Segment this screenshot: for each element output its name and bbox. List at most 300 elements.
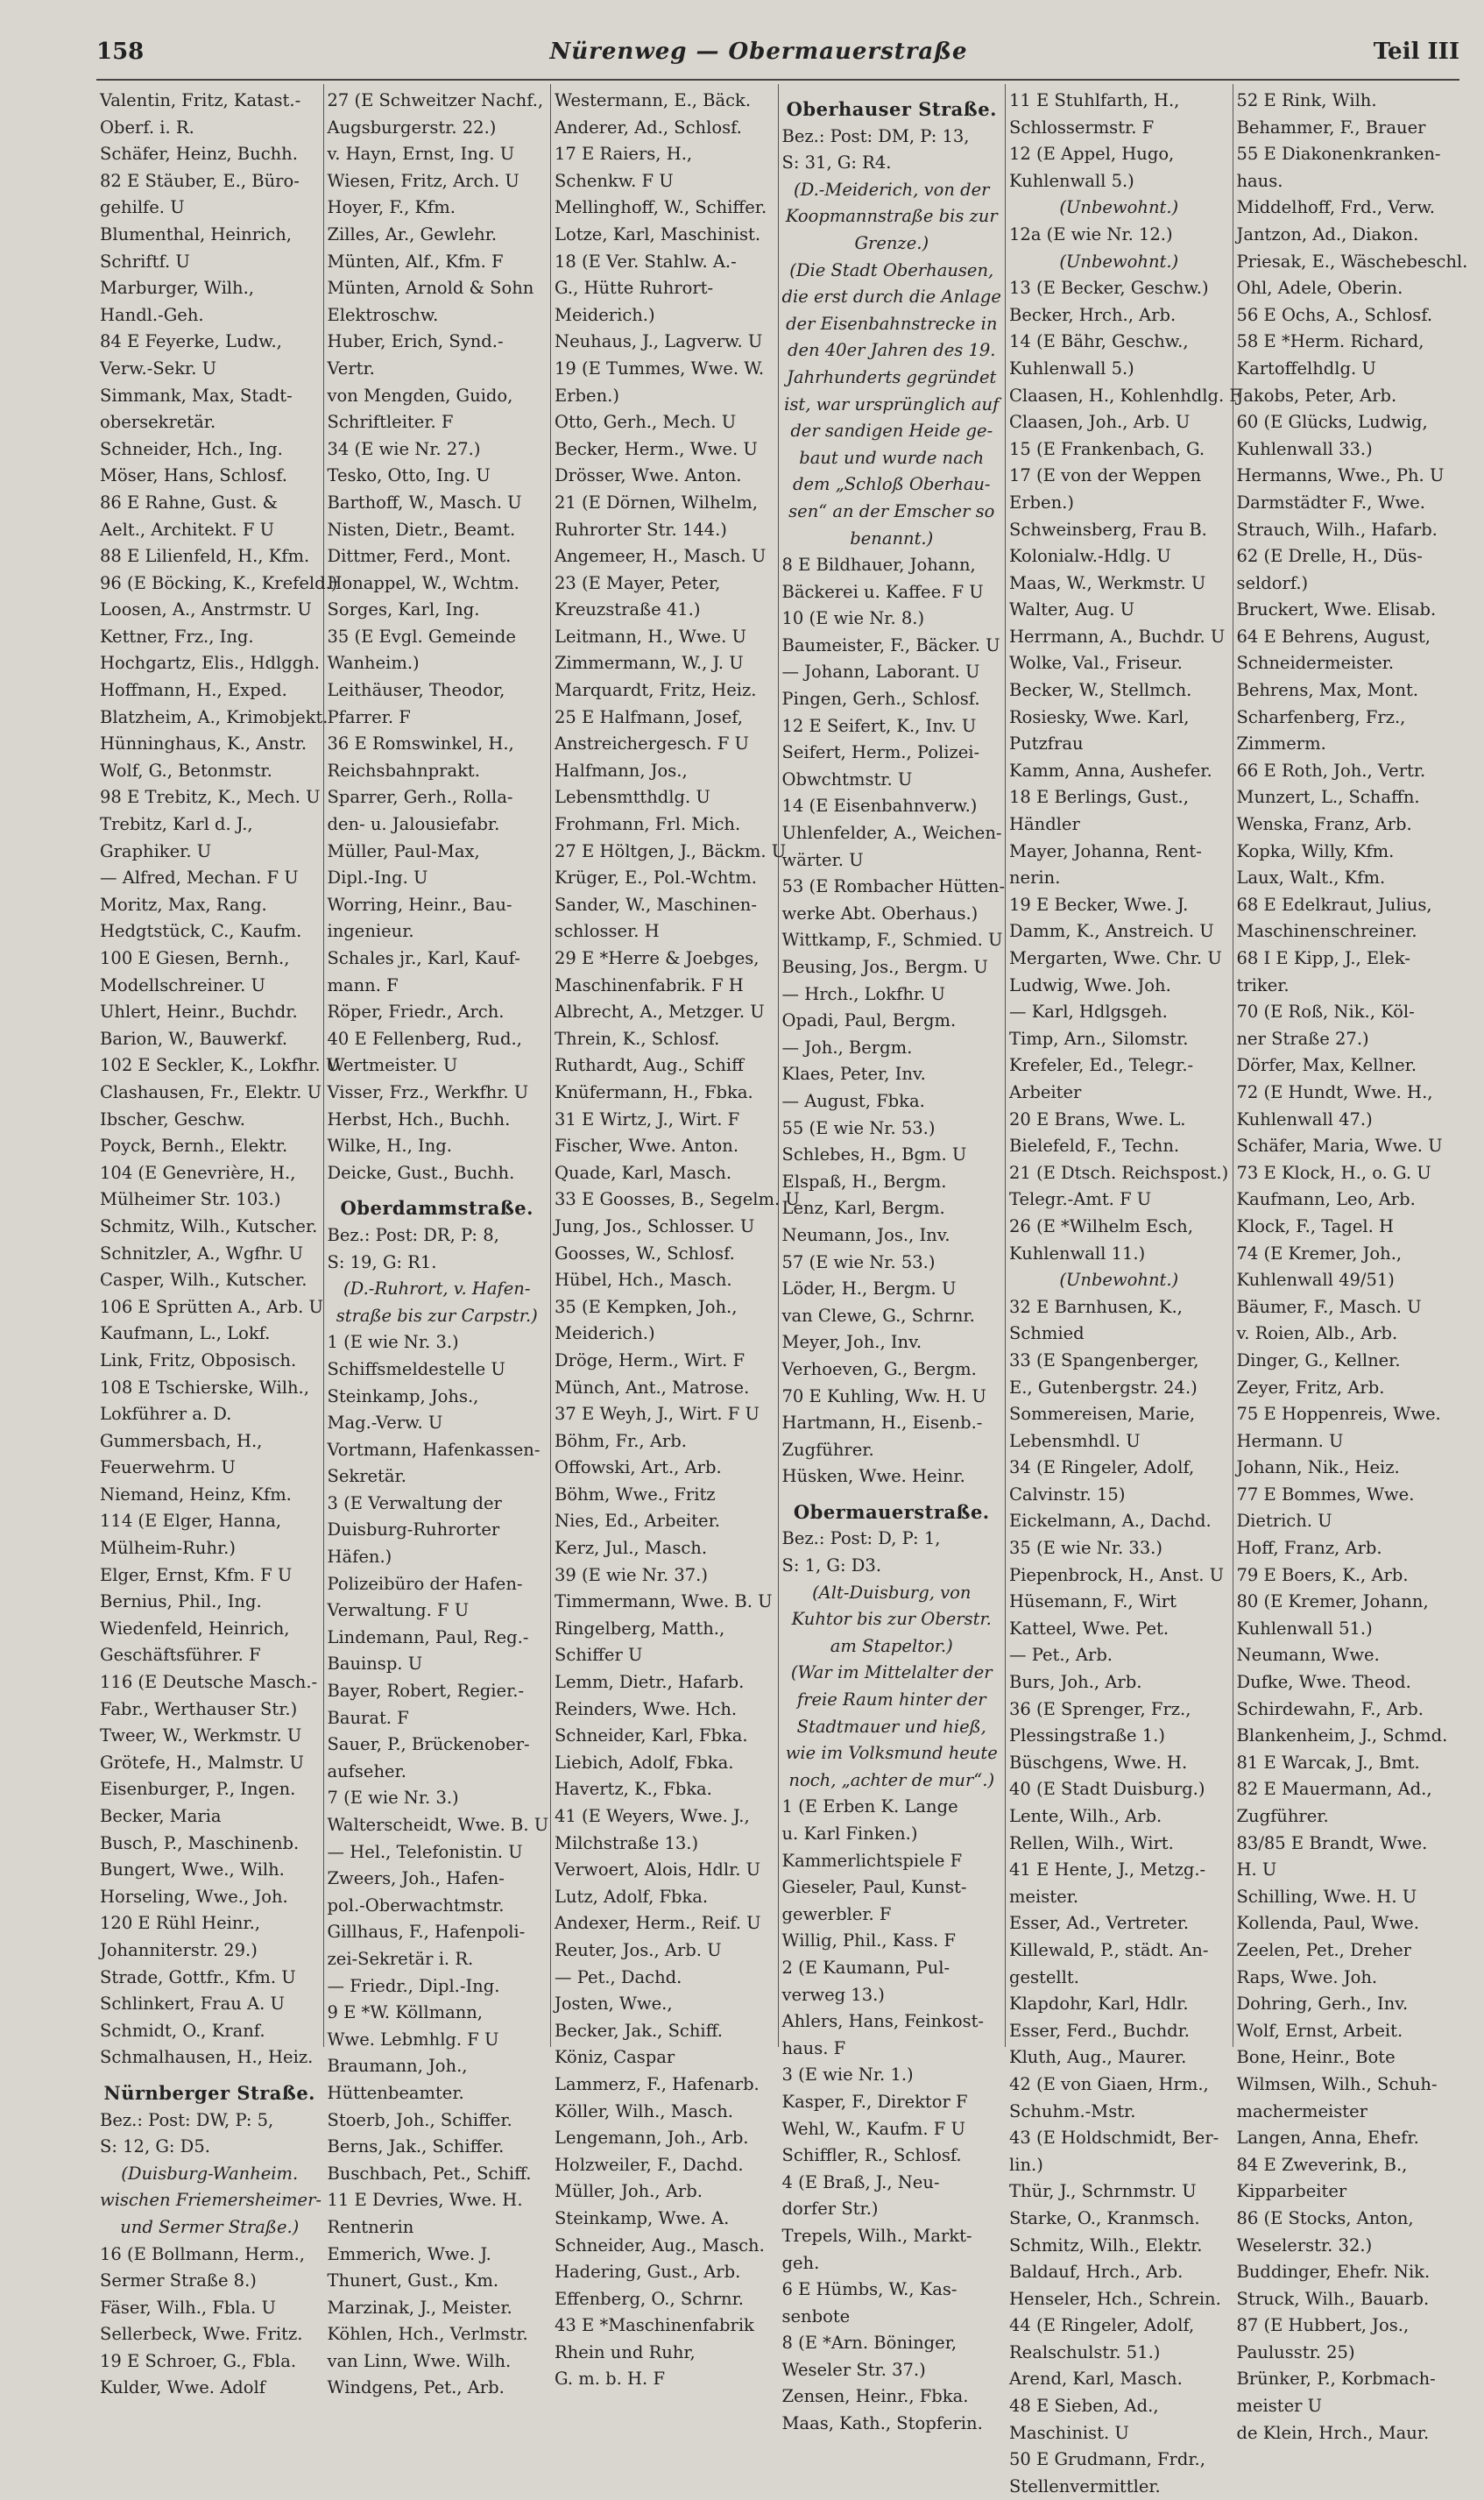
directory-entry: Windgens, Pet., Arb. (327, 2377, 505, 2398)
directory-entry: Hedgtstück, C., Kaufm. (100, 921, 302, 942)
street-heading: Nürnberger Straße. (103, 2081, 315, 2104)
directory-entry: Wwe. Lebmhlg. F U (327, 2029, 499, 2050)
directory-entry: 82 E Mauermann, Ad., (1236, 1779, 1432, 1800)
directory-entry: Münch, Ant., Matrose. (555, 1377, 750, 1398)
directory-entry: Priesak, E., Wäschebeschl. (1236, 251, 1468, 272)
directory-entry: — Pet., Arb. (1009, 1645, 1113, 1666)
directory-entry: Busch, P., Maschinenb. (100, 1832, 300, 1853)
directory-entry: Meyer, Joh., Inv. (781, 1332, 922, 1353)
directory-entry: 35 (E wie Nr. 33.) (1009, 1538, 1162, 1559)
directory-entry: Kolonialw.-Hdlg. U (1009, 546, 1171, 567)
directory-entry: Bäckerei u. Kaffee. F U (781, 581, 984, 602)
directory-entry: Verw.-Sekr. U (100, 358, 217, 379)
directory-entry: Bayer, Robert, Regier.- (327, 1681, 525, 1702)
directory-entry: 70 (E Roß, Nik., Köl- (1236, 1002, 1415, 1023)
directory-entry: Vertr. (327, 358, 375, 379)
directory-entry: Steinkamp, Wwe. A. (555, 2207, 730, 2228)
directory-entry: Schmitz, Wilh., Elektr. (1009, 2234, 1203, 2256)
directory-entry: Köniz, Caspar (555, 2047, 675, 2068)
directory-entry: Lenz, Karl, Bergm. (781, 1198, 945, 1219)
directory-entry: Deicke, Gust., Buchh. (327, 1162, 515, 1183)
directory-entry: 3 (E Verwaltung der (327, 1492, 502, 1513)
directory-entry: Casper, Wilh., Kutscher. (100, 1270, 307, 1291)
directory-entry: Timp, Arn., Silomstr. (1009, 1028, 1189, 1049)
directory-entry: Offowski, Art., Arb. (555, 1457, 722, 1478)
directory-entry: Walter, Aug. U (1009, 599, 1135, 620)
directory-entry: Kaufmann, Leo, Arb. (1236, 1189, 1416, 1210)
directory-entry: 52 E Rink, Wilh. (1236, 90, 1377, 110)
directory-entry: Munzert, L., Schaffn. (1236, 787, 1420, 808)
directory-entry: Lokführer a. D. (100, 1404, 232, 1425)
street-note: (Unbewohnt.) (1059, 197, 1179, 218)
directory-entry: Schuhm.-Mstr. (1009, 2100, 1136, 2121)
directory-entry: Tweer, W., Werkmstr. U (100, 1725, 302, 1746)
running-title: Nürenweg — Obermauerstraße (549, 39, 968, 65)
directory-entry: Loosen, A., Anstrmstr. U (100, 599, 312, 620)
directory-entry: — Joh., Bergm. (781, 1037, 913, 1058)
directory-entry: Fäser, Wilh., Fbla. U (100, 2297, 276, 2318)
directory-entry: 114 (E Elger, Hanna, (100, 1511, 282, 1532)
directory-entry: Realschulstr. 51.) (1009, 2341, 1161, 2362)
directory-entry: Laux, Walt., Kfm. (1236, 868, 1386, 889)
directory-entry: Bäumer, F., Masch. U (1236, 1296, 1422, 1317)
directory-entry: 21 (E Dörnen, Wilhelm, (555, 492, 759, 513)
directory-entry: Valentin, Fritz, Katast.- (100, 90, 301, 110)
directory-entry: 19 E Becker, Wwe. J. (1009, 894, 1189, 915)
directory-entry: Zensen, Heinr., Fbka. (781, 2386, 969, 2407)
directory-entry: 44 (E Ringeler, Adolf, (1009, 2315, 1195, 2336)
directory-entry: Eickelmann, A., Dachd. (1009, 1511, 1212, 1532)
directory-entry: Clashausen, Fr., Elektr. U (100, 1081, 322, 1102)
directory-entry: 86 E Rahne, Gust. & (100, 492, 278, 513)
directory-entry: Plessingstraße 1.) (1009, 1725, 1165, 1746)
directory-entry: Wolf, G., Betonmstr. (100, 760, 272, 781)
directory-entry: 41 E Hente, J., Metzg.- (1009, 1859, 1206, 1880)
directory-entry: — Karl, Hdlgsgeh. (1009, 1002, 1168, 1023)
directory-entry: Thür, J., Schrnmstr. U (1009, 2181, 1197, 2202)
directory-entry: Albrecht, A., Metzger. U (555, 1002, 765, 1023)
directory-entry: Kamm, Anna, Aushefer. (1009, 760, 1212, 781)
directory-entry: Duisburg-Ruhrorter (327, 1519, 500, 1540)
directory-entry: Becker, Maria (100, 1806, 222, 1826)
directory-entry: haus. F (781, 2037, 846, 2058)
directory-entry: zei-Sekretär i. R. (327, 1948, 474, 1969)
directory-entry: — Pet., Dachd. (555, 1966, 682, 1987)
street-note: (Duisburg-Wanheim. (121, 2163, 299, 2184)
street-heading: Oberhauser Straße. (786, 98, 997, 120)
directory-entry: Ringelberg, Matth., (555, 1618, 725, 1639)
directory-entry: Horseling, Wwe., Joh. (100, 1886, 288, 1907)
directory-entry: Milchstraße 13.) (555, 1832, 699, 1853)
directory-entry: Anderer, Ad., Schlosf. (555, 117, 742, 138)
directory-entry: Piepenbrock, H., Anst. U (1009, 1564, 1225, 1585)
directory-entry: Wittkamp, F., Schmied. U (781, 930, 1003, 951)
directory-entry: Kuhlenwall 51.) (1236, 1618, 1373, 1639)
directory-entry: Visser, Frz., Werkfhr. U (327, 1081, 529, 1102)
directory-entry: Dröge, Herm., Wirt. F (555, 1349, 746, 1370)
directory-entry: Zeelen, Pet., Dreher (1236, 1939, 1411, 1960)
directory-entry: Fischer, Wwe. Anton. (555, 1136, 739, 1157)
directory-entry: Worring, Heinr., Bau- (327, 894, 512, 915)
directory-entry: Verwoert, Alois, Hdlr. U (555, 1859, 761, 1880)
directory-entry: Rentnerin (327, 2216, 414, 2237)
directory-entry: 120 E Rühl Heinr., (100, 1913, 261, 1934)
directory-entry: Kartoffelhdlg. U (1236, 358, 1376, 379)
directory-entry: Jung, Jos., Schlosser. U (555, 1215, 755, 1236)
directory-entry: Timmermann, Wwe. B. U (555, 1591, 773, 1612)
directory-entry: Baumeister, F., Bäcker. U (781, 634, 1000, 655)
directory-entry: 79 E Boers, K., Arb. (1236, 1564, 1409, 1585)
directory-entry: Hoff, Franz, Arb. (1236, 1538, 1382, 1559)
directory-entry: Händler (1009, 814, 1080, 835)
directory-entry: Zugführer. (781, 1439, 874, 1460)
directory-entry: 18 E Berlings, Gust., (1009, 787, 1189, 808)
directory-entry: Schiffsmeldestelle U (327, 1358, 505, 1379)
directory-entry: Zugführer. (1236, 1806, 1329, 1826)
directory-entry: Vortmann, Hafenkassen- (327, 1439, 541, 1460)
directory-entry: Herrmann, A., Buchdr. U (1009, 626, 1226, 647)
directory-entry: Westermann, E., Bäck. (555, 90, 752, 110)
directory-entry: Trebitz, Karl d. J., (100, 814, 253, 835)
directory-entry: 29 E *Herre & Joebges, (555, 948, 760, 968)
directory-entry: Starke, O., Kranmsch. (1009, 2207, 1200, 2228)
directory-entry: Kollenda, Paul, Wwe. (1236, 1913, 1419, 1934)
street-note: dem „Schloß Oberhau- (792, 474, 991, 495)
directory-entry: Knüfermann, H., Fbka. (555, 1081, 753, 1102)
directory-entry: 37 E Weyh, J., Wirt. F U (555, 1404, 760, 1425)
directory-entry: 11 E Stuhlfarth, H., (1009, 90, 1180, 110)
directory-entry: Bruckert, Wwe. Elisab. (1236, 599, 1437, 620)
directory-entry: Maschinist. U (1009, 2422, 1129, 2443)
directory-entry: Schenkw. F U (555, 170, 674, 191)
directory-entry: 55 E Diakonenkranken- (1236, 144, 1441, 165)
directory-entry: dorfer Str.) (781, 2199, 879, 2220)
directory-entry: Wertmeister. U (327, 1055, 458, 1076)
directory-entry: 58 E *Herm. Richard, (1236, 331, 1424, 352)
directory-entry: Dufke, Wwe. Theod. (1236, 1672, 1411, 1693)
directory-entry: van Clewe, G., Schrnr. (781, 1305, 975, 1326)
directory-entry: machermeister (1236, 2100, 1367, 2121)
column-6 (1233, 84, 1468, 2443)
directory-entry: Pingen, Gerh., Schlosf. (781, 689, 980, 710)
street-note: noch, „achter de mur“.) (788, 1769, 995, 1790)
directory-entry: Böhm, Wwe., Fritz (555, 1484, 716, 1505)
street-note: den 40er Jahren des 19. (787, 340, 996, 361)
directory-entry: Hermann. U (1236, 1430, 1344, 1451)
directory-entry: Damm, K., Anstreich. U (1009, 921, 1214, 942)
directory-entry: Klock, F., Tagel. H (1236, 1215, 1395, 1236)
directory-entry: — Alfred, Mechan. F U (100, 868, 299, 889)
directory-entry: Gieseler, Paul, Kunst- (781, 1877, 967, 1898)
street-note: sen“ an der Emscher so (788, 500, 995, 521)
directory-entry: Andexer, Herm., Reif. U (555, 1913, 761, 1934)
directory-entry: Buddinger, Ehefr. Nik. (1236, 2262, 1431, 2283)
directory-entry: Lemm, Dietr., Hafarb. (555, 1672, 745, 1693)
directory-entry: Marzinak, J., Meister. (327, 2297, 512, 2318)
directory-entry: Lindemann, Paul, Reg.- (327, 1626, 529, 1647)
directory-entry: Münten, Alf., Kfm. F (327, 251, 504, 272)
directory-entry: Sellerbeck, Wwe. Fritz. (100, 2324, 303, 2345)
directory-entry: gestellt. (1009, 1966, 1079, 1987)
directory-entry: Nies, Ed., Arbeiter. (555, 1511, 720, 1532)
directory-entry: Kulder, Wwe. Adolf (100, 2377, 265, 2398)
directory-entry: 84 E Zweverink, B., (1236, 2154, 1408, 2175)
directory-entry: Esser, Ad., Vertreter. (1009, 1913, 1190, 1934)
directory-entry: u. Karl Finken.) (781, 1824, 918, 1844)
directory-entry: werke Abt. Oberhaus.) (781, 903, 979, 924)
directory-entry: 33 E Goosses, B., Segelm. U (555, 1189, 800, 1210)
directory-entry: Hünninghaus, K., Anstr. (100, 733, 307, 754)
directory-entry: Neumann, Jos., Inv. (781, 1224, 950, 1245)
directory-entry: 80 (E Kremer, Johann, (1236, 1591, 1429, 1612)
directory-entry: Ohl, Adele, Oberin. (1236, 278, 1403, 299)
directory-entry: Schlossermstr. F (1009, 117, 1155, 138)
directory-entry: Kammerlichtspiele F (781, 1850, 963, 1871)
street-note: (Unbewohnt.) (1059, 251, 1179, 272)
directory-entry: Ruthardt, Aug., Schiff (555, 1055, 744, 1076)
directory-entry: Mayer, Johanna, Rent- (1009, 840, 1202, 861)
directory-entry: 17 E Raiers, H., (555, 144, 693, 165)
directory-entry: S: 1, G: D3. (781, 1555, 882, 1576)
directory-entry: Kasper, F., Direktor F (781, 2091, 968, 2112)
directory-entry: Strauch, Wilh., Hafarb. (1236, 519, 1438, 540)
directory-entry: ingenieur. (327, 921, 414, 942)
directory-entry: Behrens, Max, Mont. (1236, 680, 1419, 701)
directory-entry: Maschinenschreiner. (1236, 921, 1417, 942)
directory-entry: Maschinenfabrik. F H (555, 974, 744, 995)
directory-entry: Erben.) (555, 385, 619, 406)
directory-entry: Reuter, Jos., Arb. U (555, 1939, 722, 1960)
directory-entry: 56 E Ochs, A., Schlosf. (1236, 304, 1433, 325)
street-note: ist, war ursprünglich auf (784, 393, 1000, 414)
directory-entry: Holzweiler, F., Dachd. (555, 2154, 744, 2175)
directory-entry: Röper, Friedr., Arch. (327, 1002, 505, 1023)
directory-entry: Pfarrer. F (327, 706, 411, 727)
directory-entry: Frohmann, Frl. Mich. (555, 814, 741, 835)
street-note: benannt.) (850, 528, 934, 549)
directory-entry: schlosser. H (555, 921, 660, 942)
directory-entry: Struck, Wilh., Bauarb. (1236, 2288, 1430, 2309)
directory-entry: 68 I E Kipp, J., Elek- (1236, 948, 1410, 968)
directory-entry: 98 E Trebitz, K., Mech. U (100, 787, 321, 808)
directory-entry: Schneider, Karl, Fbka. (555, 1725, 748, 1746)
directory-entry: Paulusstr. 25) (1236, 2341, 1355, 2362)
directory-entry: Kuhlenwall 11.) (1009, 1243, 1146, 1264)
directory-entry: Liebich, Adolf, Fbka. (555, 1752, 734, 1773)
directory-entry: 86 (E Stocks, Anton, (1236, 2207, 1414, 2228)
directory-entry: 53 (E Rombacher Hütten- (781, 876, 1006, 897)
directory-entry: Sander, W., Maschinen- (555, 894, 757, 915)
directory-entry: 10 (E wie Nr. 8.) (781, 608, 925, 629)
directory-entry: Dörfer, Max, Kellner. (1236, 1055, 1417, 1076)
directory-entry: Grötefe, H., Malmstr. U (100, 1752, 304, 1773)
directory-entry: Feuerwehrm. U (100, 1457, 236, 1478)
directory-entry: 32 E Barnhusen, K., (1009, 1296, 1183, 1317)
directory-entry: Henseler, Hch., Schrein. (1009, 2288, 1221, 2309)
directory-entry: Putzfrau (1009, 733, 1084, 754)
directory-entry: 66 E Roth, Joh., Vertr. (1236, 760, 1426, 781)
directory-entry: Schiffer U (555, 1645, 643, 1666)
directory-entry: Meiderich.) (555, 1323, 655, 1344)
directory-entry: Wolke, Val., Friseur. (1009, 653, 1183, 674)
directory-entry: Hochgartz, Elis., Hdlggh. (100, 653, 320, 674)
directory-entry: 60 (E Glücks, Ludwig, (1236, 412, 1428, 433)
directory-entry: Aelt., Architekt. F U (100, 519, 274, 540)
directory-entry: van Linn, Wwe. Wilh. (327, 2350, 512, 2371)
directory-entry: 27 E Höltgen, J., Bäckm. U (555, 840, 787, 861)
directory-entry: mann. F (327, 974, 399, 995)
street-heading: Obermauerstraße. (793, 1500, 990, 1523)
directory-entry: lin.) (1009, 2154, 1043, 2175)
directory-entry: 108 E Tschierske, Wilh., (100, 1377, 309, 1398)
street-note: freie Raum hinter der (796, 1689, 986, 1710)
directory-entry: wärter. U (781, 849, 864, 870)
directory-entry: 43 (E Holdschmidt, Ber- (1009, 2128, 1219, 2149)
directory-entry: G. m. b. H. F (555, 2369, 665, 2390)
directory-entry: — Hel., Telefonistin. U (327, 1841, 523, 1862)
directory-entry: Thunert, Gust., Km. (327, 2270, 499, 2291)
directory-entry: Nisten, Dietr., Beamt. (327, 519, 516, 540)
directory-entry: gehilfe. U (100, 197, 185, 218)
directory-entry: Zeyer, Fritz, Arb. (1236, 1377, 1385, 1398)
directory-entry: Lotze, Karl, Maschinist. (555, 223, 761, 244)
directory-entry: Bez.: Post: DW, P: 5, (100, 2109, 274, 2130)
directory-entry: Oberf. i. R. (100, 117, 194, 138)
directory-entry: Becker, Herm., Wwe. U (555, 438, 758, 459)
directory-entry: Lente, Wilh., Arb. (1009, 1806, 1162, 1826)
directory-entry: 42 (E von Giaen, Hrm., (1009, 2073, 1209, 2094)
directory-entry: 104 (E Genevrière, H., (100, 1162, 296, 1183)
directory-entry: Dohring, Gerh., Inv. (1236, 1994, 1409, 2015)
directory-entry: — Hrch., Lokfhr. U (781, 983, 945, 1004)
directory-entry: Emmerich, Wwe. J. (327, 2243, 491, 2264)
directory-entry: Beusing, Jos., Bergm. U (781, 957, 988, 977)
directory-entry: Berns, Jak., Schiffer. (327, 2136, 505, 2157)
directory-entry: Stellenvermittler. (1009, 2475, 1161, 2496)
directory-entry: Kaufmann, L., Lokf. (100, 1323, 271, 1344)
directory-entry: 74 (E Kremer, Joh., (1236, 1243, 1403, 1264)
directory-entry: Bielefeld, F., Techn. (1009, 1136, 1180, 1157)
directory-entry: Verhoeven, G., Bergm. (781, 1358, 977, 1379)
directory-entry: meister U (1236, 2396, 1323, 2417)
directory-entry: Krefeler, Ed., Telegr.- (1009, 1055, 1194, 1076)
street-note: (Unbewohnt.) (1059, 1270, 1179, 1291)
directory-entry: Wenska, Franz, Arb. (1236, 814, 1412, 835)
directory-entry: Reinders, Wwe. Hch. (555, 1698, 738, 1719)
directory-entry: Schneider, Aug., Masch. (555, 2234, 765, 2256)
street-note: wischen Friemersheimer- (100, 2190, 322, 2211)
directory-entry: 75 E Hoppenreis, Wwe. (1236, 1404, 1441, 1425)
directory-entry: Büschgens, Wwe. H. (1009, 1752, 1188, 1773)
street-note: Grenze.) (854, 232, 929, 253)
directory-entry: Hermanns, Wwe., Ph. U (1236, 465, 1445, 486)
directory-entry: Claasen, Joh., Arb. U (1009, 412, 1191, 433)
directory-entry: Wehl, W., Kaufm. F U (781, 2118, 965, 2139)
street-note: Kuhtor bis zur Oberstr. (791, 1609, 992, 1630)
directory-entry: 81 E Warcak, J., Bmt. (1236, 1752, 1420, 1773)
directory-entry: — Johann, Laborant. U (781, 662, 980, 683)
directory-entry: obersekretär. (100, 412, 216, 433)
directory-entry: Maas, Kath., Stopferin. (781, 2413, 983, 2434)
directory-entry: Münten, Arnold & Sohn (327, 278, 534, 299)
directory-entry: Wiedenfeld, Heinrich, (100, 1618, 290, 1639)
directory-entry: 12a (E wie Nr. 12.) (1009, 223, 1173, 244)
directory-entry: 6 E Hümbs, W., Kas- (781, 2279, 958, 2300)
directory-entry: Calvinstr. 15) (1009, 1484, 1126, 1505)
directory-entry: Maas, W., Werkmstr. U (1009, 572, 1206, 593)
directory-entry: pol.-Oberwachtmstr. (327, 1894, 505, 1916)
directory-entry: Walterscheidt, Wwe. B. U (327, 1815, 549, 1835)
street-heading: Oberdammstraße. (340, 1197, 534, 1220)
directory-entry: Bone, Heinr., Bote (1236, 2047, 1396, 2068)
directory-entry: Kuhlenwall 47.) (1236, 1108, 1373, 1130)
directory-entry: Wilmsen, Wilh., Schuh- (1236, 2073, 1438, 2094)
column-4 (779, 84, 1007, 2434)
directory-entry: Jakobs, Peter, Arb. (1236, 385, 1397, 406)
directory-entry: 55 (E wie Nr. 53.) (781, 1117, 936, 1138)
street-note: baut und wurde nach (799, 447, 985, 468)
directory-entry: Schriftf. U (100, 251, 190, 272)
directory-entry: Poyck, Bernh., Elektr. (100, 1136, 288, 1157)
directory-entry: Arbeiter (1009, 1081, 1082, 1102)
directory-entry: Uhlenfelder, A., Weichen- (781, 823, 1002, 844)
directory-entry: Fabr., Werthauser Str.) (100, 1698, 298, 1719)
street-note: (D.-Ruhrort, v. Hafen- (343, 1278, 531, 1300)
directory-entry: Hüsemann, F., Wirt (1009, 1591, 1177, 1612)
directory-entry: 34 (E wie Nr. 27.) (327, 438, 481, 459)
directory-entry: Johanniterstr. 29.) (100, 1939, 258, 1960)
directory-entry: 40 (E Stadt Duisburg.) (1009, 1779, 1205, 1800)
directory-entry: 7 (E wie Nr. 3.) (327, 1788, 459, 1809)
directory-entry: 34 (E Ringeler, Adolf, (1009, 1457, 1195, 1478)
directory-entry: 12 (E Appel, Hugo, (1009, 144, 1175, 165)
directory-entry: Sauer, P., Brückenober- (327, 1734, 530, 1755)
directory-entry: Elger, Ernst, Kfm. F U (100, 1564, 293, 1585)
directory-entry: Arend, Karl, Masch. (1009, 2369, 1183, 2390)
directory-entry: 31 E Wirtz, J., Wirt. F (555, 1108, 740, 1130)
directory-entry: Bez.: Post: DR, P: 8, (327, 1224, 499, 1245)
directory-entry: — Friedr., Dipl.-Ing. (327, 1975, 500, 1996)
directory-entry: 106 E Sprütten A., Arb. U (100, 1296, 323, 1317)
directory-entry: Schnitzler, A., Wgfhr. U (100, 1243, 304, 1264)
directory-entry: Erben.) (1009, 492, 1074, 513)
directory-entry: Schilling, Wwe. H. U (1236, 1886, 1417, 1907)
directory-entry: Ahlers, Hans, Feinkost- (781, 2011, 985, 2032)
street-note: (D.-Meiderich, von der (794, 179, 990, 200)
directory-entry: 36 (E Sprenger, Frz., (1009, 1698, 1191, 1719)
directory-entry: Burs, Joh., Arb. (1009, 1672, 1142, 1693)
directory-entry: Polizeibüro der Hafen- (327, 1573, 523, 1594)
directory-entry: Eisenburger, P., Ingen. (100, 1779, 296, 1800)
directory-entry: Anstreichergesch. F U (555, 733, 749, 754)
directory-entry: Rhein und Ruhr, (555, 2341, 696, 2362)
directory-entry: Drösser, Wwe. Anton. (555, 465, 742, 486)
directory-entry: Augsburgerstr. 22.) (327, 117, 497, 138)
directory-entry: 100 E Giesen, Bernh., (100, 948, 290, 968)
directory-entry: Schmied (1009, 1323, 1085, 1344)
directory-entry: geh. (781, 2252, 820, 2273)
directory-entry: Rosiesky, Wwe. Karl, (1009, 706, 1190, 727)
directory-entry: Quade, Karl, Masch. (555, 1162, 732, 1183)
directory-entry: Raps, Wwe. Joh. (1236, 1966, 1378, 1987)
directory-entry: Wiesen, Fritz, Arch. U (327, 170, 519, 191)
directory-entry: Meiderich.) (555, 304, 655, 325)
directory-entry: Braumann, Joh., (327, 2056, 468, 2077)
directory-entry: Schriftleiter. F (327, 412, 454, 433)
directory-entry: 84 E Feyerke, Ludw., (100, 331, 282, 352)
directory-entry: Dipl.-Ing. U (327, 868, 428, 889)
directory-entry: nerin. (1009, 868, 1061, 889)
